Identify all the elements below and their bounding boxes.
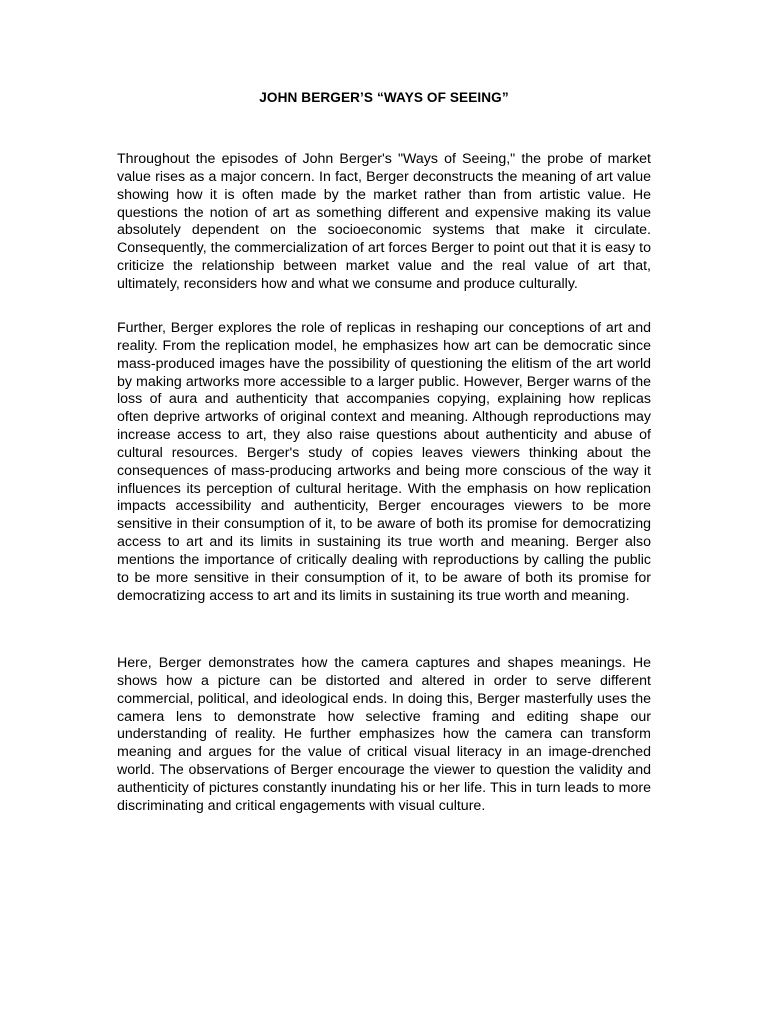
- document-title: JOHN BERGER’S “WAYS OF SEEING”: [259, 90, 509, 105]
- paragraph-camera: Here, Berger demonstrates how the camera captures and shapes meanings. He shows how a picture can be distorted and altered in order to serve different commercial, political, and ideological ends. In doing this, Berger masterfully uses the camera lens to demonstrate how selective framing and editing shape our understanding of reality. He further emphasizes how the camera can transform meaning and argues for the value of critical visual literacy in an image-drenched world. The observations of Berger encourage the viewer to question the validity and authenticity of pictures constantly inundating his or her life. This in turn leads to more discriminating and critical engagements with visual culture.: [117, 655, 651, 814]
- paragraph-replicas: Further, Berger explores the role of replicas in reshaping our conceptions of art and reality. From the replication model, he emphasizes how art can be democratic since mass-produced images have the possibility of questioning the elitism of the art world by making artworks more accessible to a larger public. However, Berger warns of the loss of aura and authenticity that accompanies copying, explaining how replicas often deprive artworks of original context and meaning. Although reproductions may increase access to art, they also raise questions about authenticity and abuse of cultural resources. Berger's study of copies leaves viewers thinking about the consequences of mass-producing artworks and being more conscious of the way it influences its perception of cultural heritage. With the emphasis on how replication impacts accessibility and authenticity, Berger encourages viewers to be more sensitive in their consumption of it, to be aware of both its promise for democratizing access to art and its limits in sustaining its true worth and meaning. Berger also mentions the importance of critically dealing with reproductions by calling the public to be more sensitive in their consumption of it, to be aware of both its promise for democratizing access to art and its limits in sustaining its true worth and meaning.: [117, 320, 651, 604]
- paragraph-market-value: Throughout the episodes of John Berger's "Ways of Seeing," the probe of market value rises as a major concern. In fact, Berger deconstructs the meaning of art value showing how it is often made by the market rather than from artistic value. He questions the notion of art as something different and expensive making its value absolutely dependent on the socioeconomic systems that make it circulate. Consequently, the commercialization of art forces Berger to point out that it is easy to criticize the relationship between market value and the real value of art that, ultimately, reconsiders how and what we consume and produce culturally.: [117, 151, 651, 292]
